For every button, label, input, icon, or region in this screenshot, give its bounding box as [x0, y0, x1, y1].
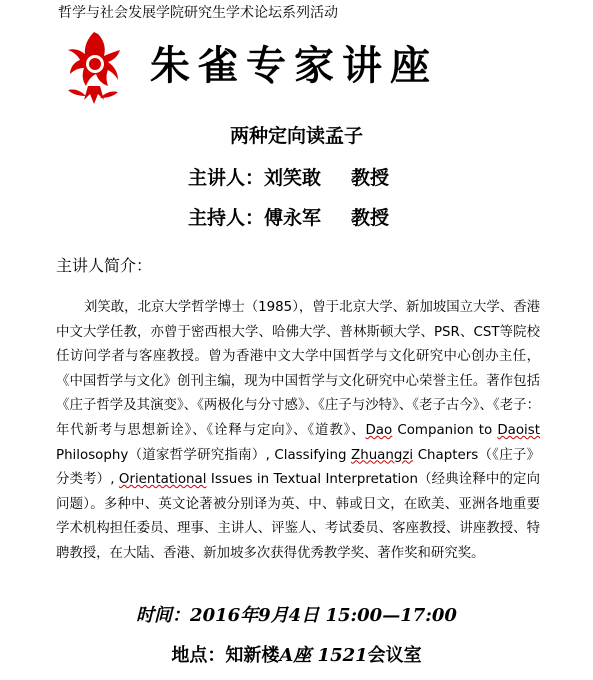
- speaker-label: 主讲人：刘笑敢: [188, 167, 322, 189]
- lecture-series-title: 朱雀专家讲座: [150, 42, 438, 89]
- host-rank: 教授: [351, 207, 390, 229]
- intro-heading: 主讲人简介：: [56, 256, 153, 275]
- event-venue: 地点：知新楼A座 1521会议室: [171, 645, 422, 666]
- speaker-rank: 教授: [351, 167, 390, 189]
- vermilion-bird-emblem-icon: [64, 30, 122, 106]
- host-label: 主持人：傅永军: [188, 207, 322, 229]
- talk-title: 两种定向读孟子: [229, 125, 363, 147]
- host-line: [188, 206, 389, 230]
- event-time: 时间：2016年9月4日 15:00—17:00: [136, 605, 457, 626]
- series-line: 哲学与社会发展学院研究生学术论坛系列活动: [58, 5, 338, 21]
- speaker-line: [188, 166, 389, 190]
- speaker-bio: 刘笑敢，北京大学哲学博士（1985），曾于北京大学、新加坡国立大学、香港中文大学任教，亦曾于密西根大学、哈佛大学、普林斯顿大学、PSR、CST等院校任访问学者与客座教授。曾为香港中文大学中国哲学与文化研究中心创办主任，《中国哲学与文化》创刊主编，现为中国哲学与文化研究中心荣誉主任。著作包括《庄子哲学及其演变》、《两极化与分寸感》、《庄子与沙特》、《老子古今》、《老子：年代新考与思想新诠》、《诠释与定向》、《道教》、Dao Companion to Daoist Philosophy（道家哲学研究指南）, Classifying Zhuangzi Chapters（《庄子》分类考）, Orientational Issues in Textual Interpretation（经典诠释中的定向问题）。多种中、英文论著被分别译为英、中、韩或日文，在欧美、亚洲各地重要学术机构担任委员、理事、主讲人、评鉴人、考试委员、客座教授、讲座教授、特聘教授，在大陆、香港、新加坡多次获得优秀教学奖、著作奖和研究奖。: [56, 300, 540, 561]
